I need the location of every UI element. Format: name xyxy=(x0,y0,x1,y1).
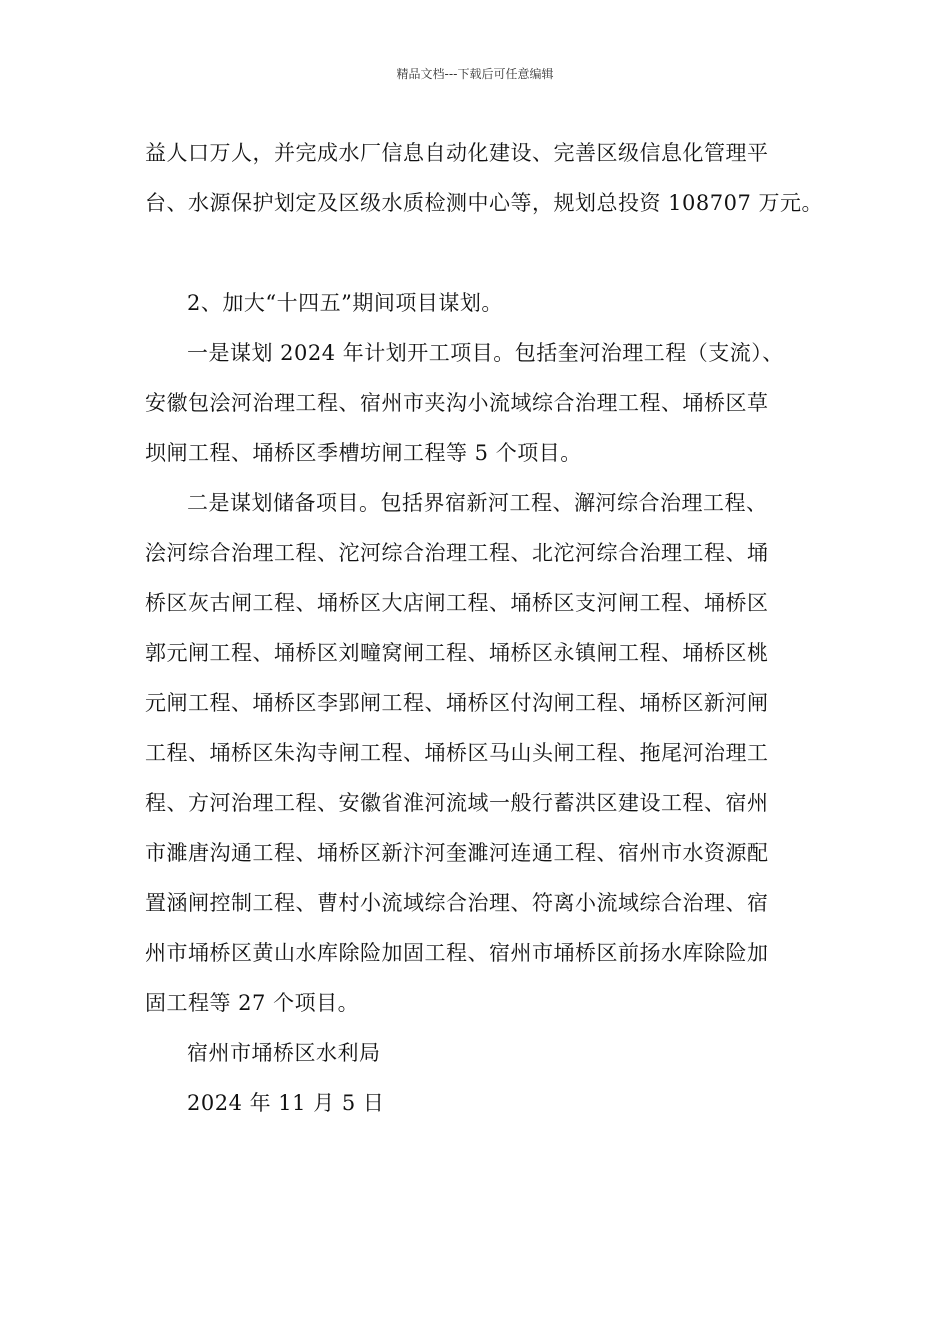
paragraph-line: 安徽包浍河治理工程、宿州市夹沟小流域综合治理工程、埇桥区草 xyxy=(145,391,769,415)
paragraph-line: 程、方河治理工程、安徽省淮河流域一般行蓄洪区建设工程、宿州 xyxy=(145,791,769,815)
paragraph-line: 浍河综合治理工程、沱河综合治理工程、北沱河综合治理工程、埇 xyxy=(145,541,769,565)
paragraph-line: 桥区灰古闸工程、埇桥区大店闸工程、埇桥区支河闸工程、埇桥区 xyxy=(145,591,769,615)
paragraph-line: 郭元闸工程、埇桥区刘疃窝闸工程、埇桥区永镇闸工程、埇桥区桃 xyxy=(145,641,769,665)
paragraph-line: 置涵闸控制工程、曹村小流域综合治理、符离小流域综合治理、宿 xyxy=(145,891,769,915)
paragraph-line: 台、水源保护划定及区级水质检测中心等，规划总投资 108707 万元。 xyxy=(145,191,824,215)
section-heading: 2、加大“十四五”期间项目谋划。 xyxy=(187,291,503,315)
paragraph-line: 益人口万人，并完成水厂信息自动化建设、完善区级信息化管理平 xyxy=(145,141,769,165)
paragraph-line: 工程、埇桥区朱沟寺闸工程、埇桥区马山头闸工程、拖尾河治理工 xyxy=(145,741,769,765)
paragraph-line: 州市埇桥区黄山水库除险加固工程、宿州市埇桥区前扬水库除险加 xyxy=(145,941,769,965)
paragraph-line: 坝闸工程、埇桥区季槽坊闸工程等 5 个项目。 xyxy=(145,441,582,465)
paragraph-line: 市濉唐沟通工程、埇桥区新汴河奎濉河连通工程、宿州市水资源配 xyxy=(145,841,769,865)
paragraph-line: 元闸工程、埇桥区李郢闸工程、埇桥区付沟闸工程、埇桥区新河闸 xyxy=(145,691,769,715)
page-header: 精品文档---下载后可任意编辑 xyxy=(396,67,554,81)
paragraph-line: 二是谋划储备项目。包括界宿新河工程、澥河综合治理工程、 xyxy=(187,491,768,515)
signature-date: 2024 年 11 月 5 日 xyxy=(187,1091,385,1115)
signature-organization: 宿州市埇桥区水利局 xyxy=(187,1041,381,1065)
paragraph-line: 固工程等 27 个项目。 xyxy=(145,991,360,1015)
paragraph-line: 一是谋划 2024 年计划开工项目。包括奎河治理工程（支流）、 xyxy=(187,341,784,365)
